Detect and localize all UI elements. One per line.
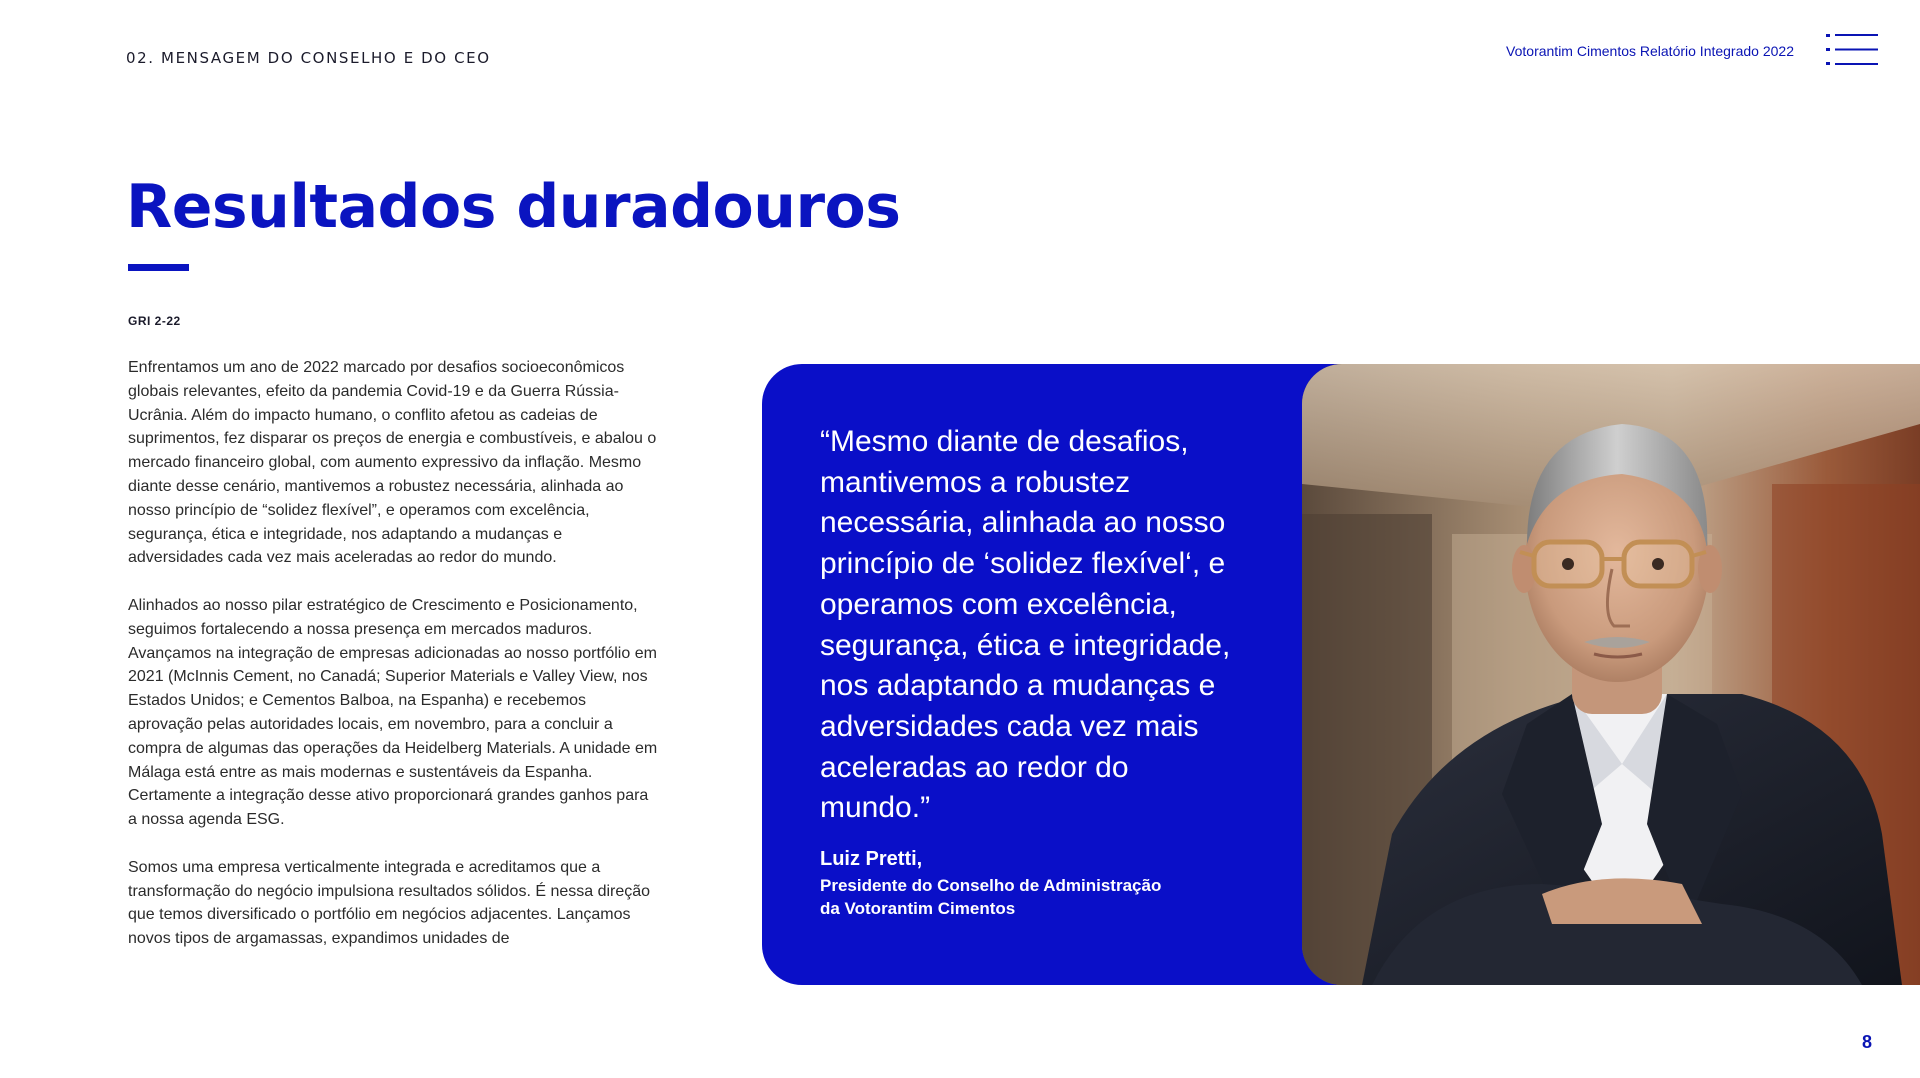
section-label: 02. MENSAGEM DO CONSELHO E DO CEO — [126, 49, 491, 67]
page-number: 8 — [1861, 1032, 1872, 1052]
report-title[interactable]: Votorantim Cimentos Relatório Integrado 2022 — [1506, 43, 1794, 59]
body-text — [128, 356, 658, 975]
portrait-photo — [1302, 364, 1920, 985]
title-underline — [128, 264, 189, 271]
quote-role — [820, 874, 1220, 920]
paragraph-3: Somos uma empresa verticalmente integrada e acreditamos que a transformação do negócio impulsiona resultados sólidos. É nessa direção que temos diversificado o portfólio em negócios adjacentes. Lançamos novos tipos de argamassas, expandimos unidades de — [128, 858, 651, 948]
quote-card — [762, 364, 1920, 985]
menu-icon — [1826, 34, 1878, 66]
quote-text: “Mesmo diante de desafios, mantivemos a robustez necessária, alinhada ao nosso princípio de ‘solidez flexível‘, e operamos com excelência, segurança, ética e integridade, nos adaptando a mudanças e adversidades cada vez mais aceleradas ao redor do mundo.” — [820, 425, 1231, 825]
page-title: Resultados duradouros — [126, 172, 901, 242]
quote-role-line-1: Presidente do Conselho de Administração — [820, 876, 1162, 895]
quote-role-line-2: da Votorantim Cimentos — [820, 899, 1016, 918]
paragraph-2: Alinhados ao nosso pilar estratégico de Crescimento e Posicionamento, seguimos fortalecendo a nossa presença em mercados maduros. Avançamos na integração de empresas adicionadas ao nosso portfólio em 2021 (McInnis Cement, no Canadá; Superior Materials e Valley View, nos Estados Unidos; e Cementos Balboa, na Espanha) e recebemos aprovação pelas autoridades locais, em novembro, para a concluir a compra de algumas das operações da Heidelberg Materials. A unidade em Málaga está entre as mais modernas e sustentáveis da Espanha. Certamente a integração desse ativo proporcionará grandes ganhos para a nossa agenda ESG. — [128, 596, 658, 829]
paragraph-1: Enfrentamos um ano de 2022 marcado por desafios socioeconômicos globais relevantes, efeito da pandemia Covid-19 e da Guerra Rússia-Ucrânia. Além do impacto humano, o conflito afetou as cadeias de suprimentos, fez disparar os preços de energia e combustíveis, e abalou o mercado financeiro global, com aumento expressivo da inflação. Mesmo diante desse cenário, mantivemos a robustez necessária, alinhada ao nosso princípio de “solidez flexível”, e operamos com excelência, segurança, ética e integridade, nos adaptando a mudanças e adversidades cada vez mais aceleradas ao redor do mundo. — [128, 359, 657, 567]
gri-tag: GRI 2-22 — [128, 314, 181, 328]
portrait-illustration — [1302, 364, 1920, 985]
menu-button[interactable] — [1826, 34, 1878, 66]
quote-author: Luiz Pretti, — [820, 848, 923, 870]
